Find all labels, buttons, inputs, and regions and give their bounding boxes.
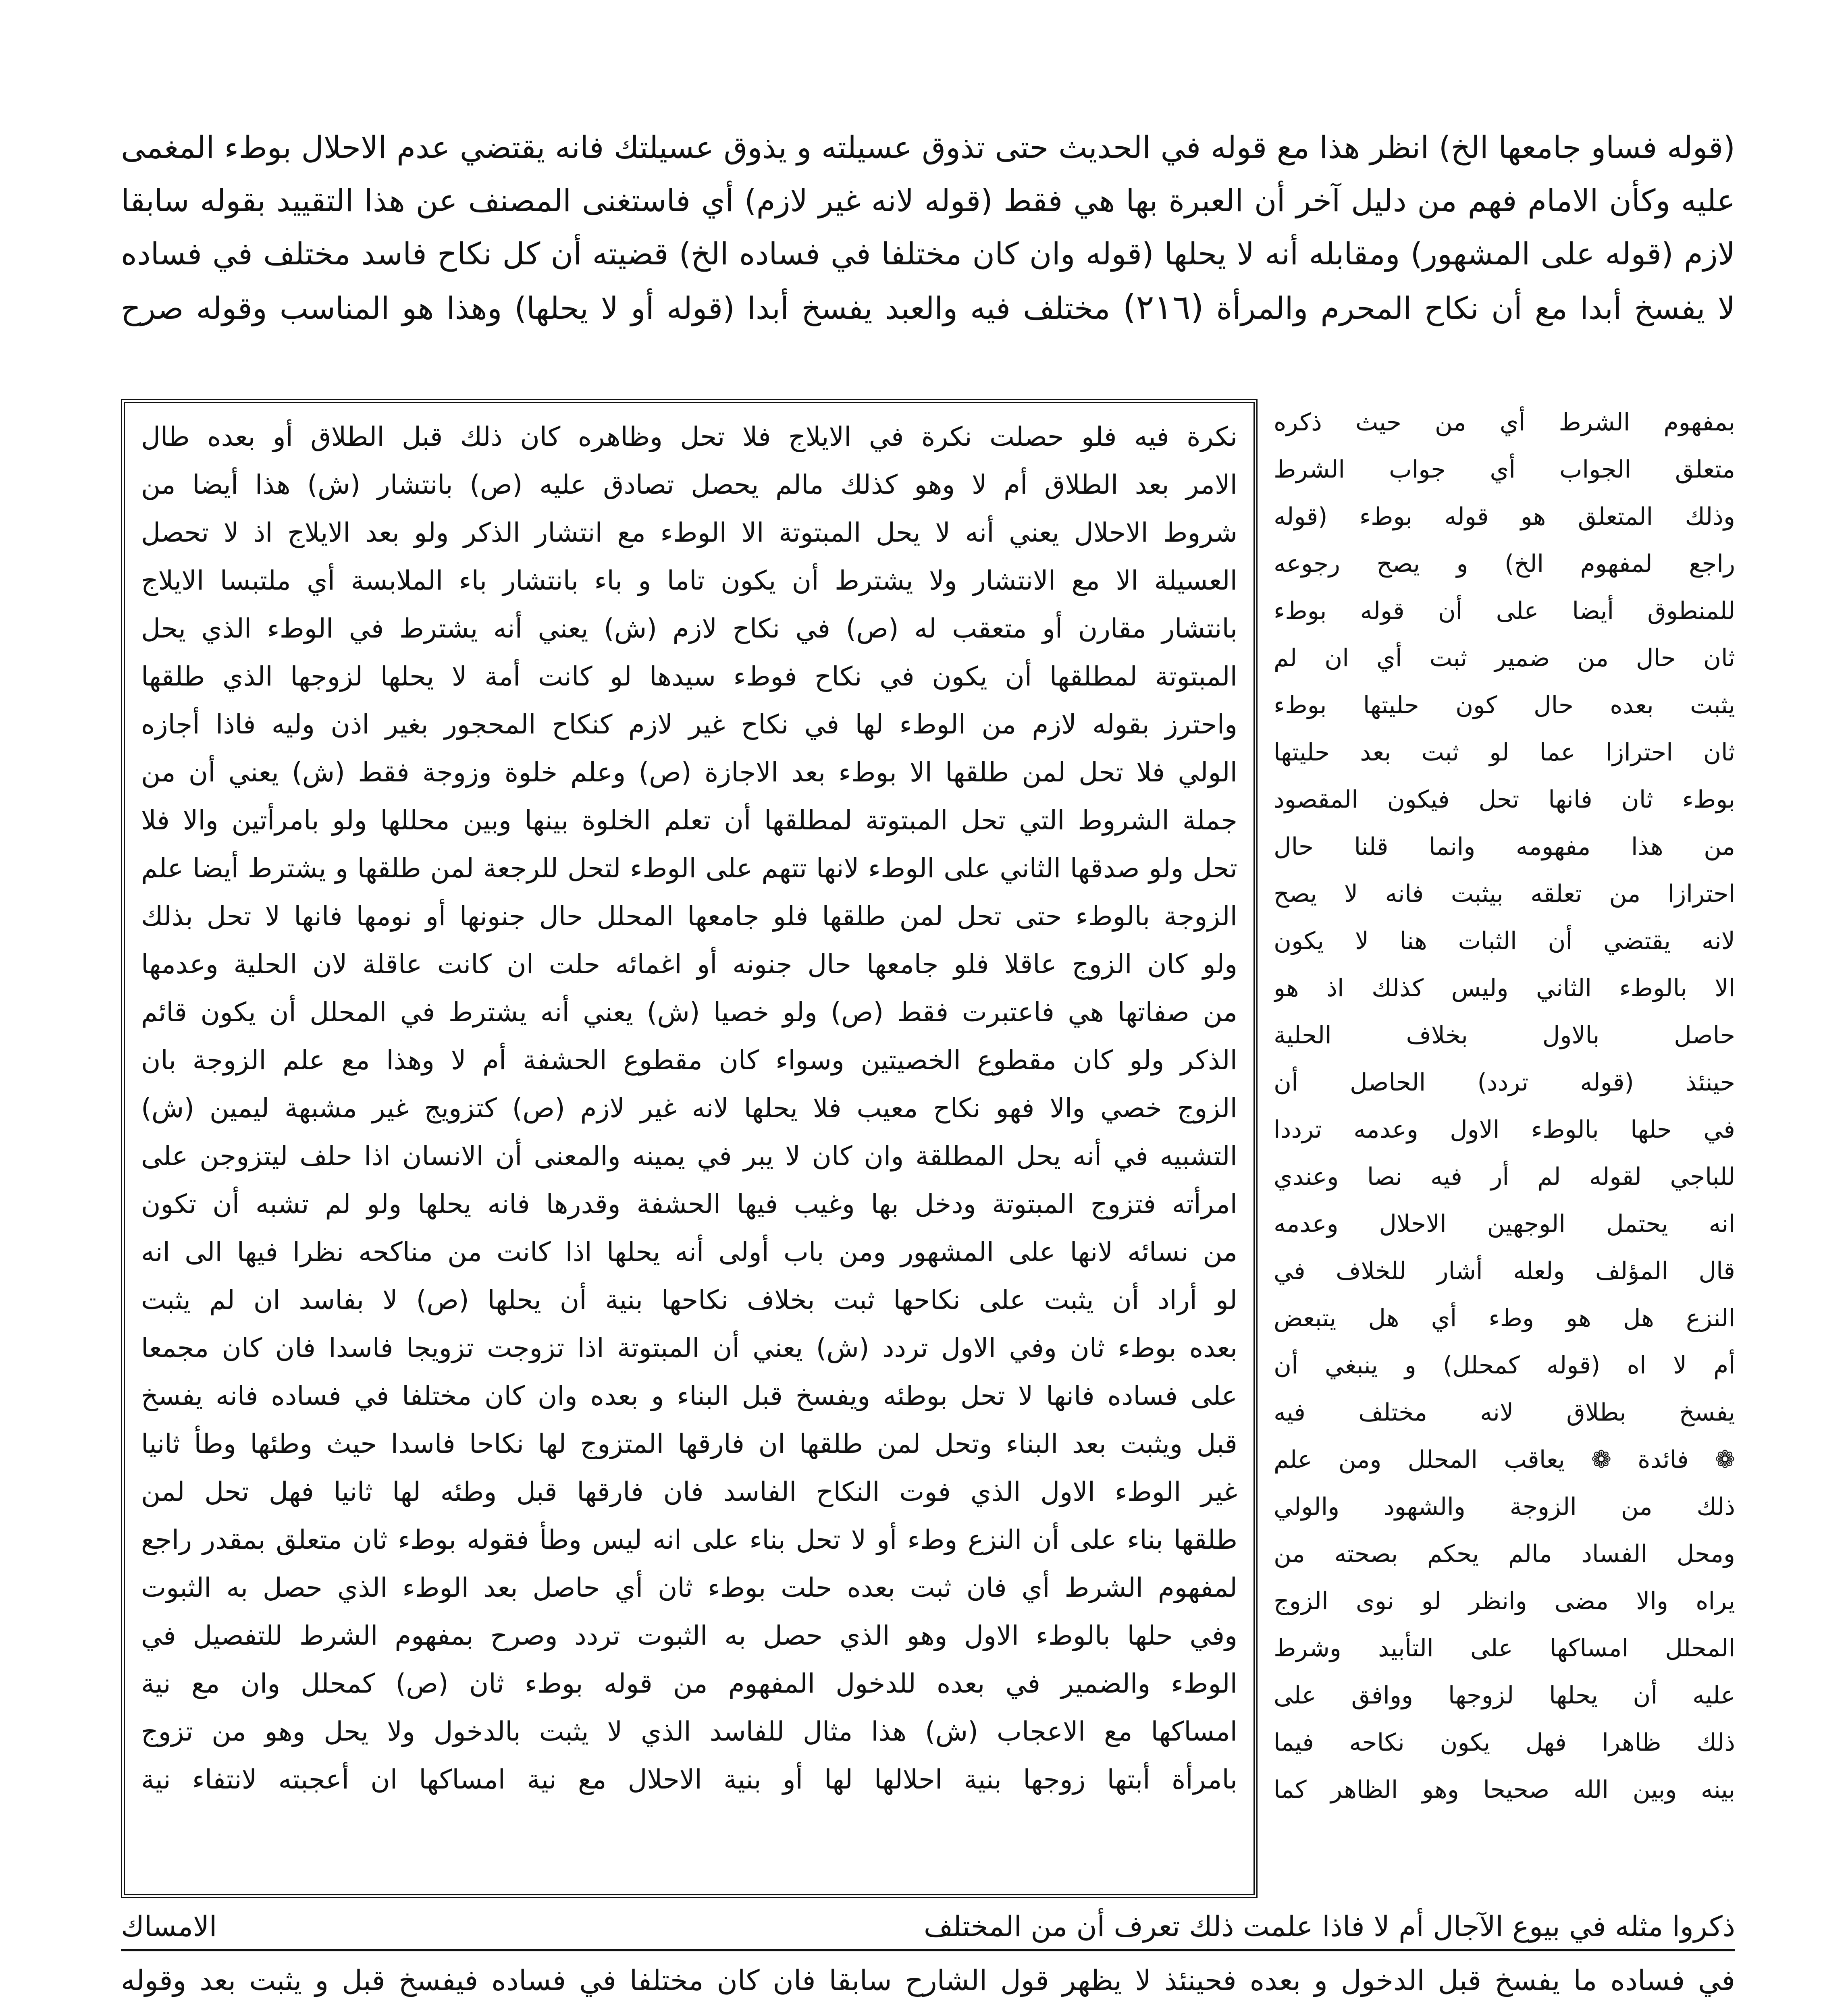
text-line: الوطء والضمير في بعده للدخول المفهوم من قوله بوطء ثان (ص) كمحلل وان مع نية (141, 1668, 1237, 1699)
text-line-end: مختلف فيه والعبد يفسخ أبدا (قوله أو لا يحلها) وهذا هو المناسب وقوله صرح (121, 290, 1110, 326)
margin-line: وذلك المتعلق هو قوله بوطء (قوله (1274, 503, 1735, 531)
margin-line: يفسخ بطلاق لانه مختلف فيه (1274, 1398, 1735, 1427)
margin-line: ثان حال من ضمير ثبت أي ان لم (1274, 644, 1735, 672)
margin-line: حاصل بالاول بخلاف الحلية (1274, 1021, 1735, 1049)
text-line: في فساده ما يفسخ قبل الدخول و بعده فحينئذ لا يظهر قول الشارح سابقا فان كان مختلفا في فساده فيفسخ قبل و يثبت بعد وقوله (121, 1964, 1735, 1997)
top-commentary (121, 121, 1735, 387)
text-line: الزوجة بالوطء حتى تحل لمن طلقها فلو جامعها المحلل حال جنونها أو نومها فانها لا تحل بذلك (141, 901, 1237, 932)
margin-line: انه يحتمل الوجهين الاحلال وعدمه (1274, 1210, 1735, 1238)
text-line: واحترز بقوله لازم من الوطء لها في نكاح غير لازم كنكاح المحجور بغير اذن وليه فاذا أجازه (141, 709, 1237, 740)
margin-line: لانه يقتضي أن الثبات هنا لا يكون (1274, 927, 1735, 955)
text-line: بانتشار مقارن أو متعقب له (ص) في نكاح لازم (ش) يعني أنه يشترط في الوطء الذي يحل (141, 613, 1237, 644)
margin-line: في حلها بالوطء الاول وعدمه ترددا (1274, 1116, 1735, 1144)
text-line: بعده بوطء ثان وفي الاول تردد (ش) يعني أن المبتوتة اذا تزوجت تزويجا فاسدا فان كان مجمعا (141, 1332, 1237, 1363)
margin-line: قال المؤلف ولعله أشار للخلاف في (1274, 1257, 1735, 1285)
margin-line: ❁ فائدة ❁ يعاقب المحلل ومن علم (1274, 1446, 1735, 1474)
text-line: على فساده فانها لا تحل بوطئه ويفسخ قبل البناء و بعده وان كان مختلفا في فساده فانه يفسخ (141, 1380, 1237, 1411)
text-line: ولو كان الزوج عاقلا فلو جامعها حال جنونه أو اغمائه حلت ان كانت عاقلة لان الحلية وعدمها (141, 949, 1237, 980)
bottom-commentary (121, 1906, 1735, 2015)
margin-line: احترازا من تعلقه بيثبت فانه لا يصح (1274, 880, 1735, 908)
main-text-frame (121, 399, 1258, 1898)
text-line-with-page-number (121, 280, 1735, 334)
text-line: الذكر ولو كان مقطوع الخصيتين وسواء كان مقطوع الحشفة أم لا وهذا مع علم الزوجة بان (141, 1045, 1237, 1076)
text-line: الولي فلا تحل لمن طلقها الا بوطء بعد الاجازة (ص) وعلم خلوة وزوجة فقط (ش) يعني أن من (141, 757, 1237, 788)
text-line-start: لا يفسخ أبدا مع أن نكاح المحرم والمرأة (1216, 290, 1735, 326)
text-line: عليه وكأن الامام فهم من دليل آخر أن العبرة بها هي فقط (قوله لانه غير لازم) أي فاستغنى المصنف عن هذا التقييد بقوله سابقا (121, 183, 1735, 218)
text-line: شروط الاحلال يعني أنه لا يحل المبتوتة الا الوطء مع انتشار الذكر ولو بعد الايلاج اذ لا تحصل (141, 517, 1237, 548)
text-line: المبتوتة لمطلقها أن يكون في نكاح فوطء سيدها لو كانت أمة لا يحلها لزوجها الذي طلقها (141, 661, 1237, 692)
text-line: الامر بعد الطلاق أم لا وهو كذلك مالم يحصل تصادق عليه (ص) بانتشار (ش) هذا أيضا من (141, 469, 1237, 500)
text-line: تحل ولو صدقها الثاني على الوطء لانها تتهم على الوطء لتحل للرجعة لمن طلقها و يشترط أيضا علم (141, 853, 1237, 884)
margin-line: بمفهوم الشرط أي من حيث ذكره (1274, 408, 1735, 436)
margin-line: الا بالوطء الثاني وليس كذلك اذ هو (1274, 974, 1735, 1002)
text-line: غير الوطء الاول الذي فوت النكاح الفاسد فان فارقها قبل وطئه لها ثانيا فهل تحل لمن (141, 1476, 1237, 1507)
text-line: امساكها مع الاعجاب (ش) هذا مثال للفاسد الذي لا يثبت بالدخول ولا يحل وهو من تزوج (141, 1716, 1237, 1747)
text-line: التشبيه في أنه يحل المطلقة وان كان لا يبر في يمينه والمعنى أن الانسان اذا حلف ليتزوجن على (141, 1140, 1237, 1172)
margin-line: يثبت بعده حال كون حليتها بوطء (1274, 691, 1735, 719)
margin-line: للمنطوق أيضا على أن قوله بوطء (1274, 597, 1735, 625)
text-line (121, 2007, 1735, 2015)
margin-commentary (1274, 399, 1735, 1898)
text-line: العسيلة الا مع الانتشار ولا يشترط أن يكون تاما و باء بانتشار باء الملابسة أي ملتبسا الايلاج (141, 565, 1237, 596)
margin-line: ذلك ظاهرا فهل يكون نكاحه فيما (1274, 1728, 1735, 1757)
margin-line: أم لا اه (قوله كمحلل) و ينبغي أن (1274, 1351, 1735, 1379)
text-line: طلقها بناء على أن النزع وطء أو لا تحل بناء على انه ليس وطأ فقوله بوطء ثان متعلق بمقدر راجع (141, 1524, 1237, 1555)
text-line: (قوله فساو جامعها الخ) انظر هذا مع قوله في الحديث حتى تذوق عسيلته و يذوق عسيلتك فانه يقتضي عدم الاحلال بوطء المغمى (121, 129, 1735, 165)
text-line: نكرة فيه فلو حصلت نكرة في الايلاج فلا تحل وظاهره كان ذلك قبل الطلاق أو بعده طال (141, 421, 1237, 452)
margin-line: من هذا مفهومه وانما قلنا حال (1274, 833, 1735, 861)
margin-line: ذلك من الزوجة والشهود والولي (1274, 1493, 1735, 1521)
margin-line: حينئذ (قوله تردد) الحاصل أن (1274, 1068, 1735, 1097)
footnote-rule (121, 1949, 1735, 1951)
margin-line: ثان احترازا عما لو ثبت بعد حليتها (1274, 738, 1735, 767)
page-number: (٢١٦) (1123, 287, 1204, 327)
text-line: بامرأة أبتها زوجها بنية احلالها لها أو بنية الاحلال مع نية امساكها ان أعجبته لانتفاء نية (141, 1764, 1237, 1795)
text-line: من نسائه لانها على المشهور ومن باب أولى أنه يحلها اذا كانت من مناكحه نظرا فيها الى انه (141, 1236, 1237, 1267)
text-line: جملة الشروط التي تحل المبتوتة لمطلقها أن تعلم الخلوة بينها وبين محللها ولو بامرأتين والا فلا (141, 805, 1237, 836)
margin-line: بينه وبين الله صحيحا وهو الظاهر كما (1274, 1776, 1735, 1804)
text-line: لازم (قوله على المشهور) ومقابله أنه لا يحلها (قوله وان كان مختلفا في فساده الخ) قضيته أن كل نكاح فاسد مختلف في فساده (121, 236, 1735, 272)
text-line: من صفاتها هي فاعتبرت فقط (ص) ولو خصيا (ش) يعني أنه يشترط في المحلل أن يكون قائم (141, 997, 1237, 1028)
margin-line: يراه والا مضى وانظر لو نوى الزوج (1274, 1587, 1735, 1615)
margin-line: النزع هل هو وطء أي هل يتبعض (1274, 1304, 1735, 1332)
text-line: وفي حلها بالوطء الاول وهو الذي حصل به الثبوت تردد وصرح بمفهوم الشرط للتفصيل في (141, 1620, 1237, 1651)
text-line: الزوج خصي والا فهو نكاح معيب فلا يحلها لانه غير لازم (ص) كتزويج غير مشبهة ليمين (ش) (141, 1093, 1237, 1124)
margin-line: بوطء ثان فانها تحل فيكون المقصود (1274, 785, 1735, 814)
margin-line: متعلق الجواب أي جواب الشرط (1274, 455, 1735, 484)
margin-line: عليه أن يحلها لزوجها ووافق على (1274, 1681, 1735, 1710)
catchword: الامساك (121, 1910, 217, 1943)
continuation-line: ذكروا مثله في بيوع الآجال أم لا فاذا علمت ذلك تعرف أن من المختلف (923, 1910, 1735, 1943)
text-line: امرأته فتزوج المبتوتة ودخل بها وغيب فيها الحشفة وقدرها فانه يحلها ولو لم تشبه أن تكون (141, 1188, 1237, 1219)
text-line: لو أراد أن يثبت على نكاحها ثبت بخلاف نكاحها بنية أن يحلها (ص) لا بفاسد ان لم يثبت (141, 1284, 1237, 1315)
margin-line: ومحل الفساد مالم يحكم بصحته من (1274, 1540, 1735, 1568)
text-line: لمفهوم الشرط أي فان ثبت بعده حلت بوطء ثان أي حاصل بعد الوطء الذي حصل به الثبوت (141, 1572, 1237, 1603)
margin-line: المحلل امساكها على التأبيد وشرط (1274, 1634, 1735, 1662)
text-line: قبل ويثبت بعد البناء وتحل لمن طلقها ان فارقها المتزوج لها نكاحا فاسدا حيث وطئها وطأ ثانيا (141, 1428, 1237, 1459)
catchword-row (121, 1906, 1735, 1946)
margin-line: للباجي لقوله لم أر فيه نصا وعندي (1274, 1163, 1735, 1191)
margin-line: راجع لمفهوم الخ) و يصح رجوعه (1274, 550, 1735, 578)
